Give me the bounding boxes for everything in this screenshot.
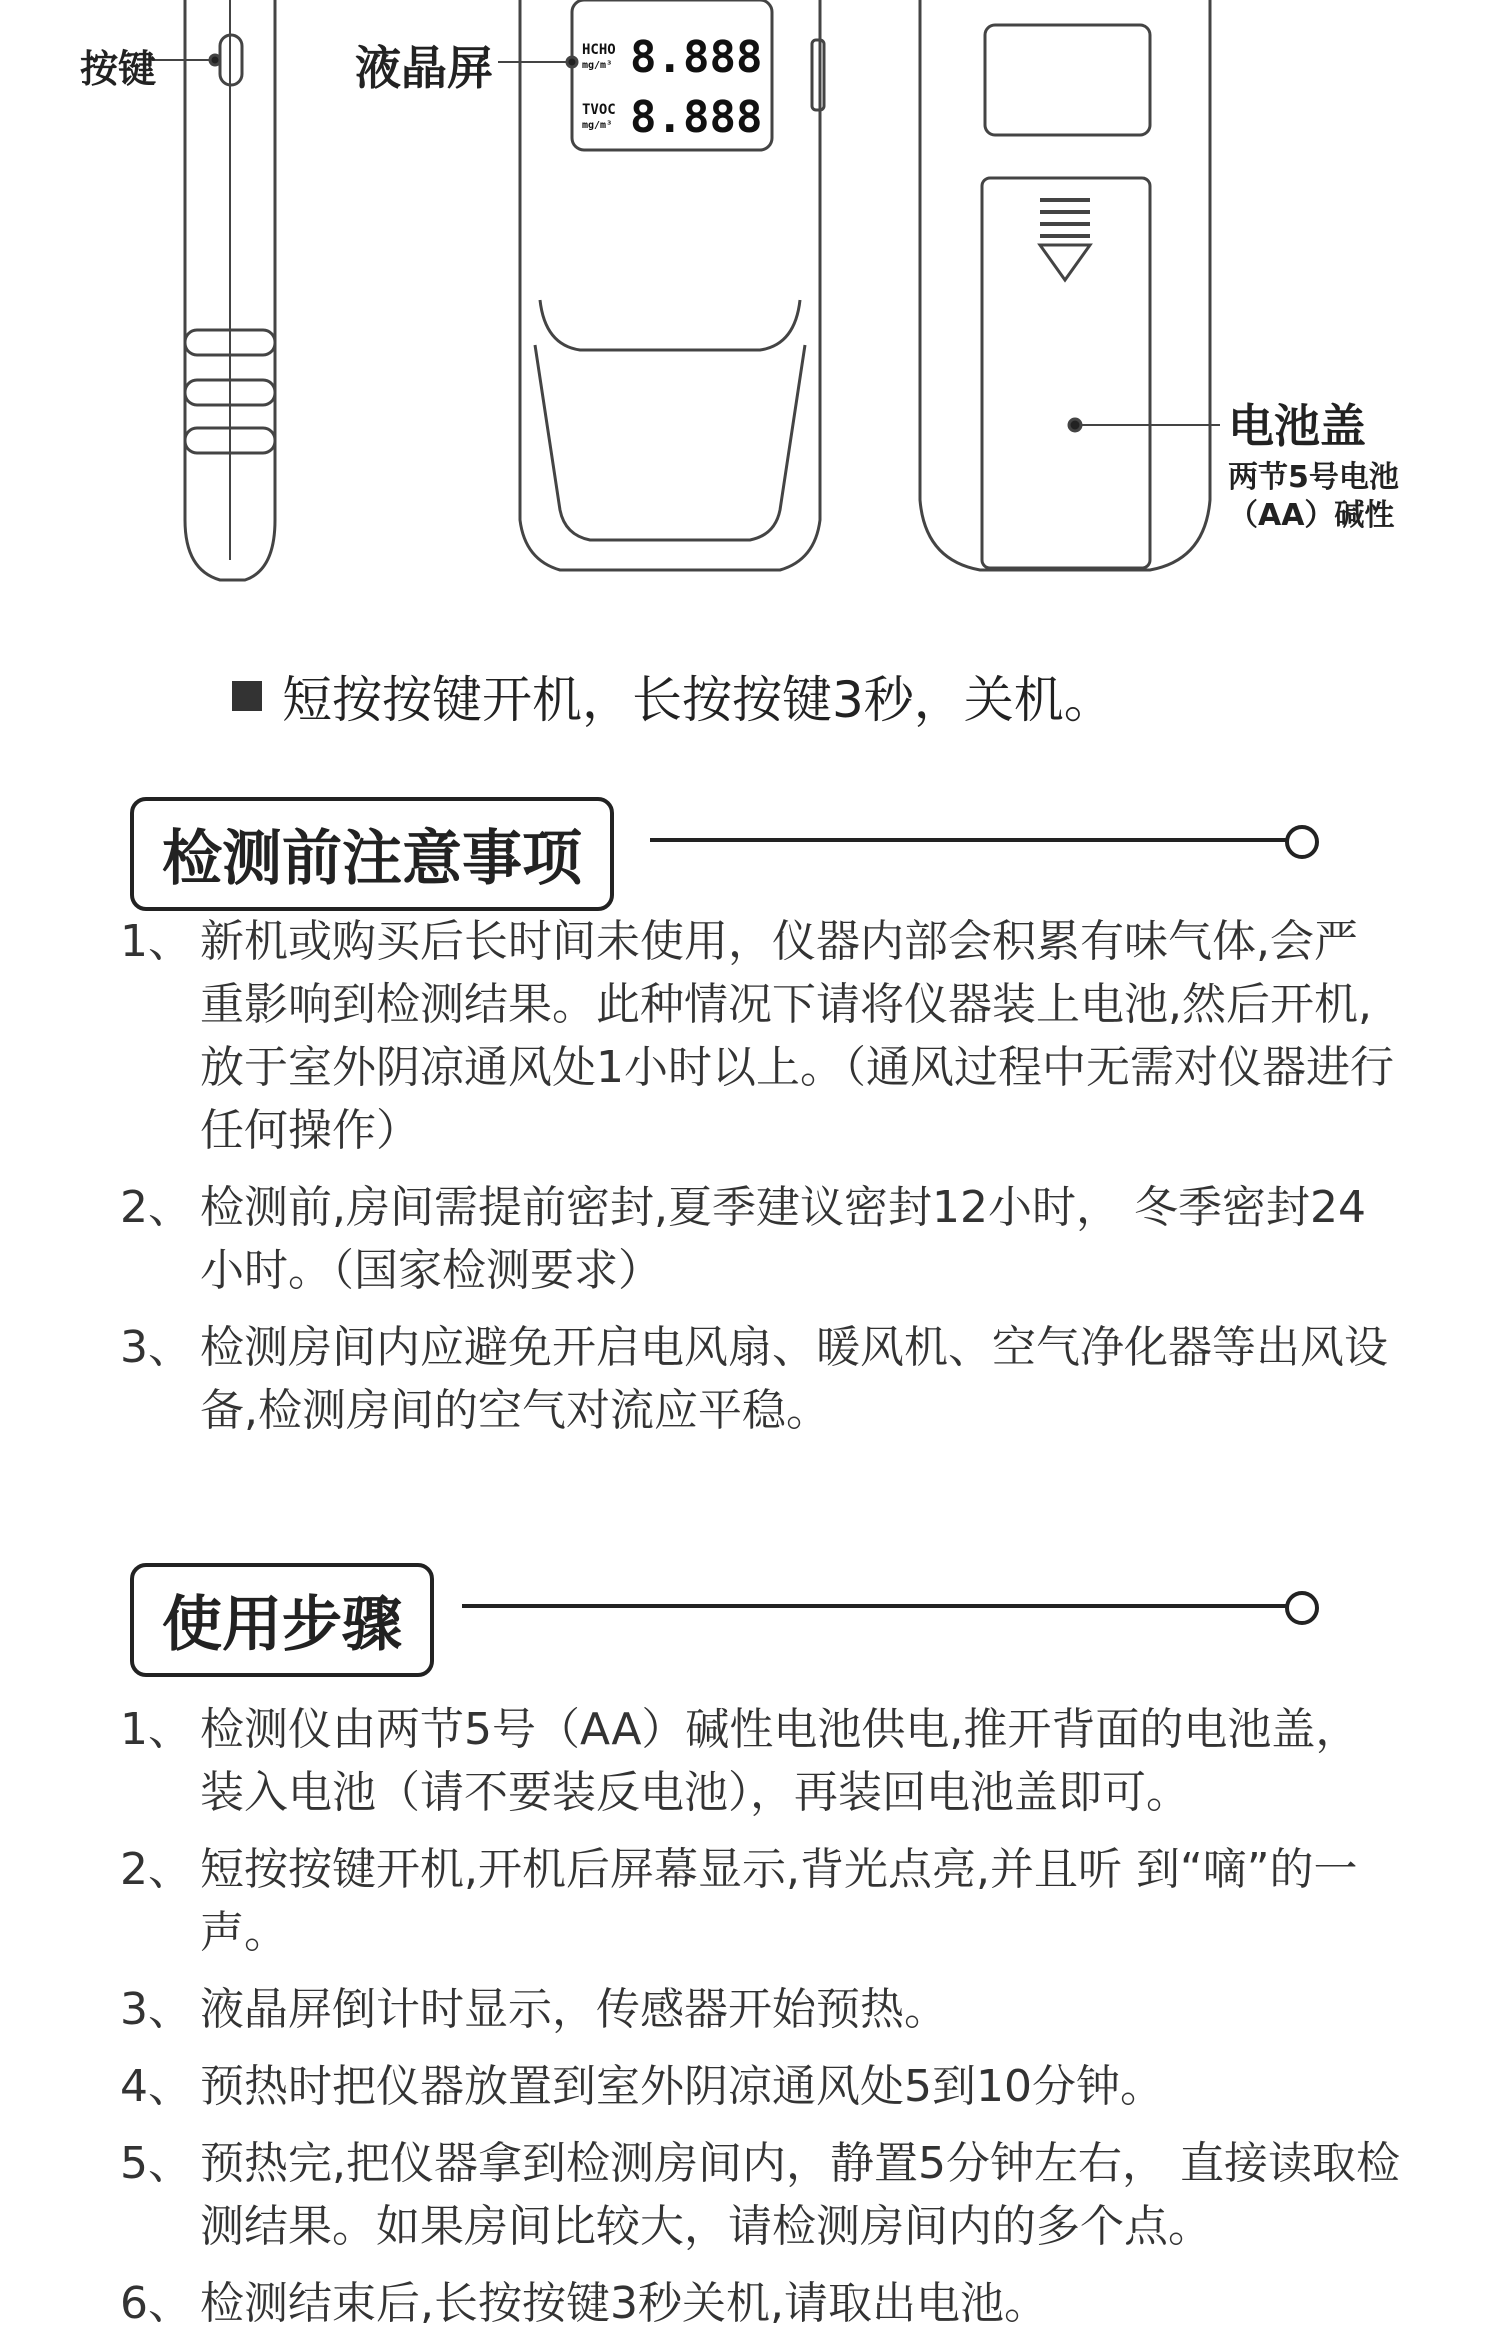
section-divider-line [462,1604,1290,1608]
device-back-view [920,0,1210,570]
list-item: 4、 预热时把仪器放置到室外阴凉通风处5到10分钟。 [120,2061,1164,2112]
lcd-tvoc-digits: 8.888 [630,92,763,143]
list-item: 5、 预热完,把仪器拿到检测房间内，静置5分钟左右， 直接读取检测结果。如果房间比较大，请检测房间内的多个点。 [120,2138,1400,2252]
list-item: 3、 检测房间内应避免开启电风扇、暖风机、空气净化器等出风设备,检测房间的空气对流应平稳。 [120,1322,1388,1436]
device-front-view [520,0,820,570]
lcd-tvoc-label: TVOC [582,102,616,118]
key-label: 按键 [80,47,157,91]
section-divider-dot-icon [1285,825,1319,859]
list-item: 1、 新机或购买后长时间未使用，仪器内部会积累有味气体,会严重影响到检测结果。此种情况下请将仪器装上电池,然后开机,放于室外阴凉通风处1小时以上。（通风过程中无需对仪器进行任何操作） [120,916,1394,1156]
section-title-usage-steps: 使用步骤 [130,1563,434,1677]
precautions-list [120,910,1400,1456]
usage-steps-list [120,1698,1400,2349]
power-note-text: 短按按键开机，长按按键3秒，关机。 [282,671,1114,729]
lcd-label: 液晶屏 [355,41,493,95]
list-item: 1、 检测仪由两节5号（AA）碱性电池供电,推开背面的电池盖，装入电池（请不要装反电池），再装回电池盖即可。 [120,1704,1360,1818]
section-divider-line [650,838,1290,842]
lcd-hcho-digits: 8.888 [630,32,763,83]
section-divider-dot-icon [1285,1591,1319,1625]
power-note [232,660,1114,732]
square-bullet-icon [232,681,262,711]
battery-spec-line2: （AA）碱性 [1228,498,1395,533]
list-item: 3、 液晶屏倒计时显示，传感器开始预热。 [120,1984,948,2035]
battery-spec-line1: 两节5号电池 [1228,460,1399,495]
lcd-hcho-unit: mg/m³ [582,60,613,71]
lcd-hcho-label: HCHO [582,42,616,58]
list-item: 2、 检测前,房间需提前密封,夏季建议密封12小时， 冬季密封24小时。（国家检测要求） [120,1182,1366,1296]
list-item: 6、 检测结束后,长按按键3秒关机,请取出电池。 [120,2278,1048,2329]
lcd-tvoc-unit: mg/m³ [582,120,613,131]
list-item: 2、 短按按键开机,开机后屏幕显示,背光点亮,并且听 到“嘀”的一声。 [120,1844,1358,1958]
device-diagram [0,0,1500,620]
section-title-precautions: 检测前注意事项 [130,797,614,911]
battery-cover-label: 电池盖 [1228,399,1366,453]
